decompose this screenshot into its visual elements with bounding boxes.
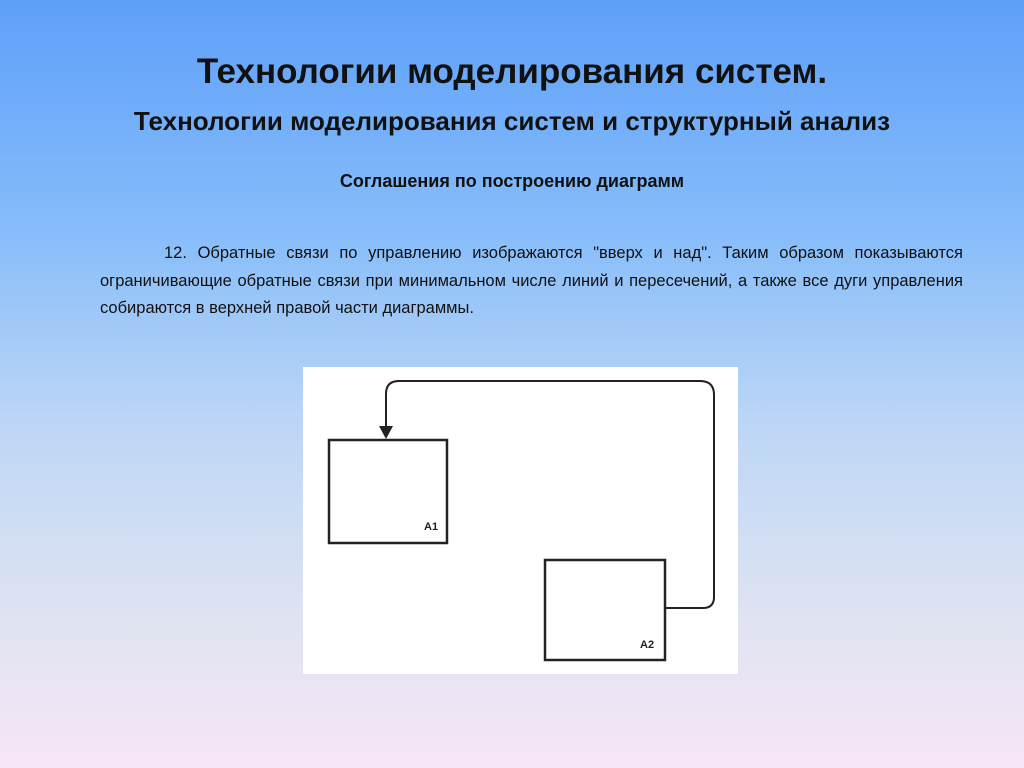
feedback-diagram	[303, 367, 738, 674]
box-a2-label: A2	[640, 639, 655, 651]
diagram-svg	[303, 367, 738, 674]
section-heading: Соглашения по построению диаграмм	[339, 171, 685, 191]
box-a1-label: A1	[424, 521, 439, 533]
slide-subtitle: Технологии моделирования систем и структурный анализ	[133, 106, 891, 136]
body-paragraph: 12. Обратные связи по управлению изображаются "вверх и над". Таким образом показываются ограничивающие обратные связи при минимальном числе линий и пересечений, а также все дуги управления собираются в верхней правой части диаграммы.	[100, 244, 963, 317]
arrowhead-icon	[379, 426, 393, 439]
slide-title: Технологии моделирования систем.	[196, 52, 828, 91]
